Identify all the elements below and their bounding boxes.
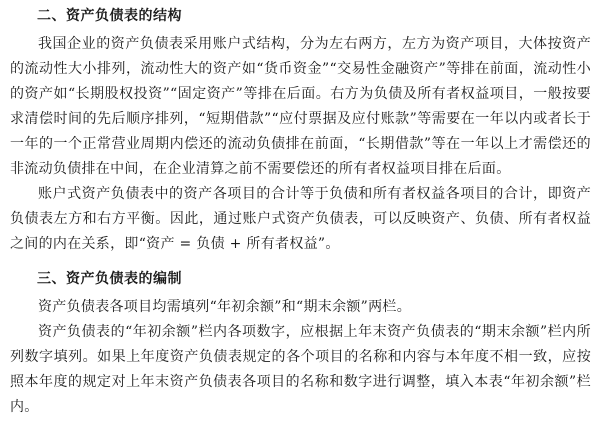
paragraph: 账户式资产负债表中的资产各项目的合计等于负债和所有者权益各项目的合计，即资产负债表左方和右方平衡。因此，通过账户式资产负债表，可以反映资产、负债、所有者权益之间的内在关系，即“资产 = 负债 + 所有者权益”。 bbox=[10, 186, 591, 252]
paragraph: 资产负债表各项目均需填列“年初余额”和“期末余额”两栏。 bbox=[38, 299, 412, 315]
section-heading: 二、资产负债表的结构 bbox=[37, 8, 182, 24]
paragraph: 我国企业的资产负债表采用账户式结构，分为左右两方，左方为资产项目，大体按资产的流动性大小排列，流动性大的资产如“货币资金”“交易性金融资产”等排在前面，流动性小的资产如“长期股权投资”“固定资产”等排在后面。右方为负债及所有者权益项目，一般按要求清偿时间的先后顺序排列，“短期借款”“应付票据及应付账款”等需要在一年以内或者长于一年的一个正常营业周期内偿还的流动负债排在前面，“长期借款”等在一年以上才需偿还的非流动负债排在中间，在企业清算之前不需要偿还的所有者权益项目排在后面。 bbox=[10, 36, 591, 177]
section-preparation bbox=[10, 267, 591, 420]
section-structure bbox=[10, 4, 591, 257]
section-heading: 三、资产负债表的编制 bbox=[37, 271, 182, 287]
paragraph: 资产负债表的“年初余额”栏内各项数字，应根据上年末资产负债表的“期末余额”栏内所列数字填列。如果上年度资产负债表规定的各个项目的名称和内容与本年度不相一致，应按照本年度的规定对上年末资产负债表各项目的名称和数字进行调整，填入本表“年初余额”栏内。 bbox=[10, 324, 591, 415]
